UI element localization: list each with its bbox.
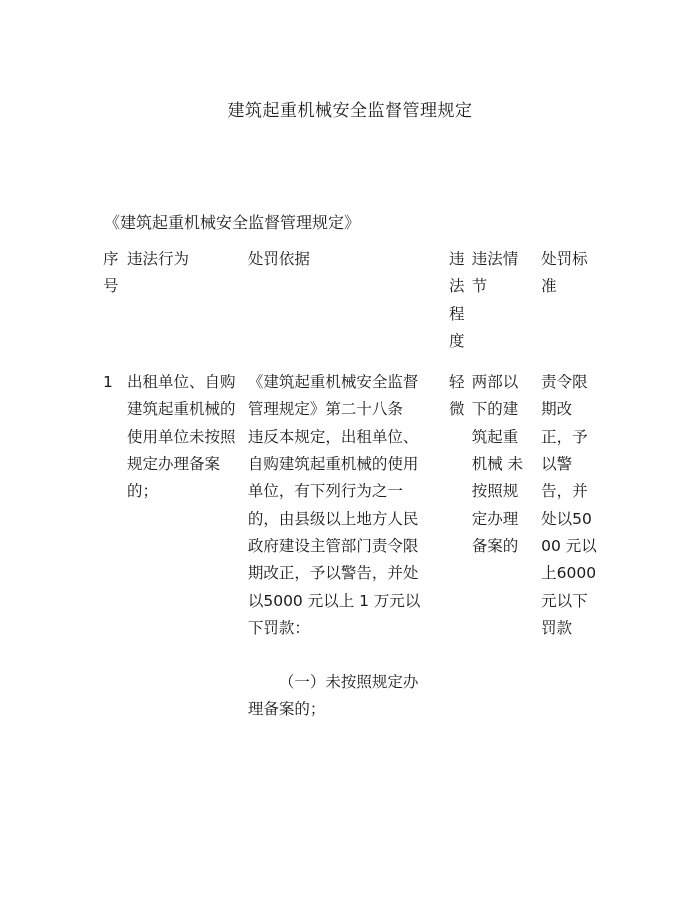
- header-standard: 处罚标准: [541, 250, 588, 296]
- row-act: 出租单位、自购建筑起重机械的使用单位未按照规定办理备案的；: [126, 373, 236, 501]
- header-no: 序号: [103, 250, 119, 296]
- row-standard: 责令限期改正，予以警告，并处以5000 元以上6000 元以下罚款: [541, 373, 597, 637]
- header-act: 违法行为: [126, 250, 189, 268]
- penalty-table: [97, 246, 607, 724]
- document-title: 建筑起重机械安全监督管理规定: [227, 101, 473, 121]
- row-no: 1: [103, 373, 113, 392]
- document-subtitle: 《建筑起重机械安全监督管理规定》: [104, 213, 361, 232]
- row-degree: 轻微: [448, 373, 465, 419]
- row-basis-cell: [242, 369, 443, 724]
- header-degree: 违法程度: [448, 250, 465, 350]
- header-basis: 处罚依据: [247, 250, 310, 268]
- table-row: [97, 369, 607, 724]
- table-header-row: [97, 246, 607, 369]
- header-situation: 违法情节: [471, 250, 519, 296]
- row-situation: 两部以下的建筑起重机械 未按照规定办理备案的: [471, 373, 524, 555]
- row-basis-item: （一）未按照规定办理备案的；: [247, 673, 419, 719]
- row-basis: 《建筑起重机械安全监督管理规定》第二十八条 违反本规定，出租单位、自购建筑起重机械的使用单位，有下列行为之一的，由县级以上地方人民政府建设主管部门责令限期改正，予以警告，并处以5000 元以上 1 万元以下罚款：: [247, 373, 421, 637]
